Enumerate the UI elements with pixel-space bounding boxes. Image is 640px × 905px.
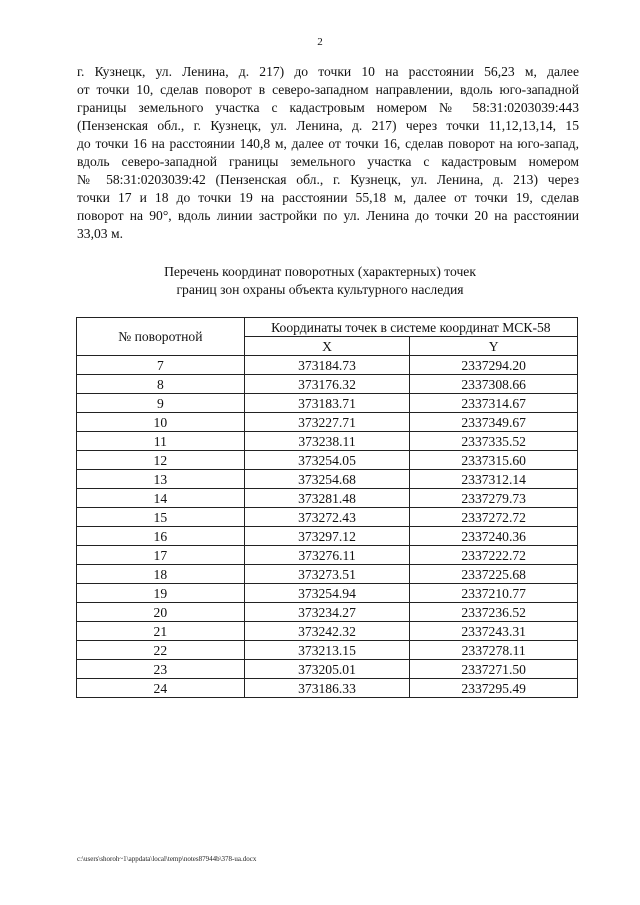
y-coordinate-cell: 2337236.52 — [410, 603, 578, 622]
header-point-number: № поворотной — [77, 318, 245, 356]
body-line: от точки 10, сделав поворот в северо-западном направлении, вдоль юго-западной — [77, 82, 579, 97]
point-number-cell: 18 — [77, 565, 245, 584]
table-row — [77, 565, 578, 584]
y-coordinate-cell: 2337308.66 — [410, 375, 578, 394]
point-number-cell: 12 — [77, 451, 245, 470]
table-row — [77, 432, 578, 451]
table-row — [77, 508, 578, 527]
x-coordinate-cell: 373183.71 — [244, 394, 410, 413]
point-number-cell: 16 — [77, 527, 245, 546]
table-heading-line1: Перечень координат поворотных (характерных) точек — [164, 264, 476, 279]
table-row — [77, 622, 578, 641]
y-coordinate-cell: 2337315.60 — [410, 451, 578, 470]
table-heading-line2: границ зон охраны объекта культурного наследия — [176, 282, 464, 297]
x-coordinate-cell: 373238.11 — [244, 432, 410, 451]
y-coordinate-cell: 2337295.49 — [410, 679, 578, 698]
point-number-cell: 7 — [77, 356, 245, 375]
point-number-cell: 19 — [77, 584, 245, 603]
x-coordinate-cell: 373227.71 — [244, 413, 410, 432]
y-coordinate-cell: 2337222.72 — [410, 546, 578, 565]
y-coordinate-cell: 2337312.14 — [410, 470, 578, 489]
point-number-cell: 14 — [77, 489, 245, 508]
table-heading — [0, 263, 640, 299]
y-coordinate-cell: 2337349.67 — [410, 413, 578, 432]
x-coordinate-cell: 373297.12 — [244, 527, 410, 546]
table-row — [77, 660, 578, 679]
x-coordinate-cell: 373254.05 — [244, 451, 410, 470]
table-row — [77, 356, 578, 375]
footer-file-path: c:\users\shoroh~1\appdata\local\temp\notes87944b\378-ua.docx — [77, 855, 257, 863]
body-line: (Пензенская обл., г. Кузнецк, ул. Ленина, д. 217) через точки 11,12,13,14, 15 — [77, 118, 579, 133]
y-coordinate-cell: 2337271.50 — [410, 660, 578, 679]
table-row — [77, 451, 578, 470]
y-coordinate-cell: 2337240.36 — [410, 527, 578, 546]
point-number-cell: 15 — [77, 508, 245, 527]
x-coordinate-cell: 373273.51 — [244, 565, 410, 584]
y-coordinate-cell: 2337294.20 — [410, 356, 578, 375]
y-coordinate-cell: 2337225.68 — [410, 565, 578, 584]
point-number-cell: 23 — [77, 660, 245, 679]
table-row — [77, 603, 578, 622]
x-coordinate-cell: 373242.32 — [244, 622, 410, 641]
body-line: 33,03 м. — [77, 226, 123, 241]
header-coordinates: Координаты точек в системе координат МСК-58 — [244, 318, 577, 337]
y-coordinate-cell: 2337335.52 — [410, 432, 578, 451]
point-number-cell: 13 — [77, 470, 245, 489]
x-coordinate-cell: 373234.27 — [244, 603, 410, 622]
point-number-cell: 22 — [77, 641, 245, 660]
body-line: до точки 16 на расстоянии 140,8 м, далее от точки 16, сделав поворот на юго-запад, — [77, 136, 579, 151]
table-row — [77, 641, 578, 660]
point-number-cell: 9 — [77, 394, 245, 413]
point-number-cell: 17 — [77, 546, 245, 565]
table-row — [77, 527, 578, 546]
point-number-cell: 20 — [77, 603, 245, 622]
x-coordinate-cell: 373176.32 — [244, 375, 410, 394]
x-coordinate-cell: 373276.11 — [244, 546, 410, 565]
point-number-cell: 24 — [77, 679, 245, 698]
header-y: Y — [410, 337, 578, 356]
table-row — [77, 489, 578, 508]
table-row — [77, 584, 578, 603]
body-line: границы земельного участка с кадастровым номером № 58:31:0203039:443 — [77, 100, 579, 115]
x-coordinate-cell: 373254.94 — [244, 584, 410, 603]
x-coordinate-cell: 373184.73 — [244, 356, 410, 375]
body-line: точки 17 и 18 до точки 19 на расстоянии 55,18 м, далее от точки 19, сделав — [77, 190, 579, 205]
x-coordinate-cell: 373213.15 — [244, 641, 410, 660]
point-number-cell: 10 — [77, 413, 245, 432]
page-number: 2 — [317, 36, 323, 48]
coordinates-table — [76, 317, 578, 698]
table-row — [77, 470, 578, 489]
x-coordinate-cell: 373272.43 — [244, 508, 410, 527]
header-x: X — [244, 337, 410, 356]
x-coordinate-cell: 373254.68 — [244, 470, 410, 489]
point-number-cell: 8 — [77, 375, 245, 394]
x-coordinate-cell: 373281.48 — [244, 489, 410, 508]
point-number-cell: 21 — [77, 622, 245, 641]
body-paragraph — [77, 63, 579, 243]
y-coordinate-cell: 2337272.72 — [410, 508, 578, 527]
table-row — [77, 375, 578, 394]
body-line: поворот на 90°, вдоль линии застройки по ул. Ленина до точки 20 на расстоянии — [77, 208, 579, 223]
y-coordinate-cell: 2337278.11 — [410, 641, 578, 660]
x-coordinate-cell: 373186.33 — [244, 679, 410, 698]
point-number-cell: 11 — [77, 432, 245, 451]
x-coordinate-cell: 373205.01 — [244, 660, 410, 679]
table-row — [77, 679, 578, 698]
table-row — [77, 546, 578, 565]
y-coordinate-cell: 2337243.31 — [410, 622, 578, 641]
body-line: вдоль северо-западной границы земельного участка с кадастровым номером — [77, 154, 579, 169]
coordinates-table-body — [77, 356, 578, 698]
y-coordinate-cell: 2337210.77 — [410, 584, 578, 603]
body-line: г. Кузнецк, ул. Ленина, д. 217) до точки 10 на расстоянии 56,23 м, далее — [77, 64, 579, 79]
body-line: № 58:31:0203039:42 (Пензенская обл., г. Кузнецк, ул. Ленина, д. 213) через — [77, 172, 579, 187]
table-row — [77, 413, 578, 432]
table-row — [77, 394, 578, 413]
y-coordinate-cell: 2337314.67 — [410, 394, 578, 413]
y-coordinate-cell: 2337279.73 — [410, 489, 578, 508]
